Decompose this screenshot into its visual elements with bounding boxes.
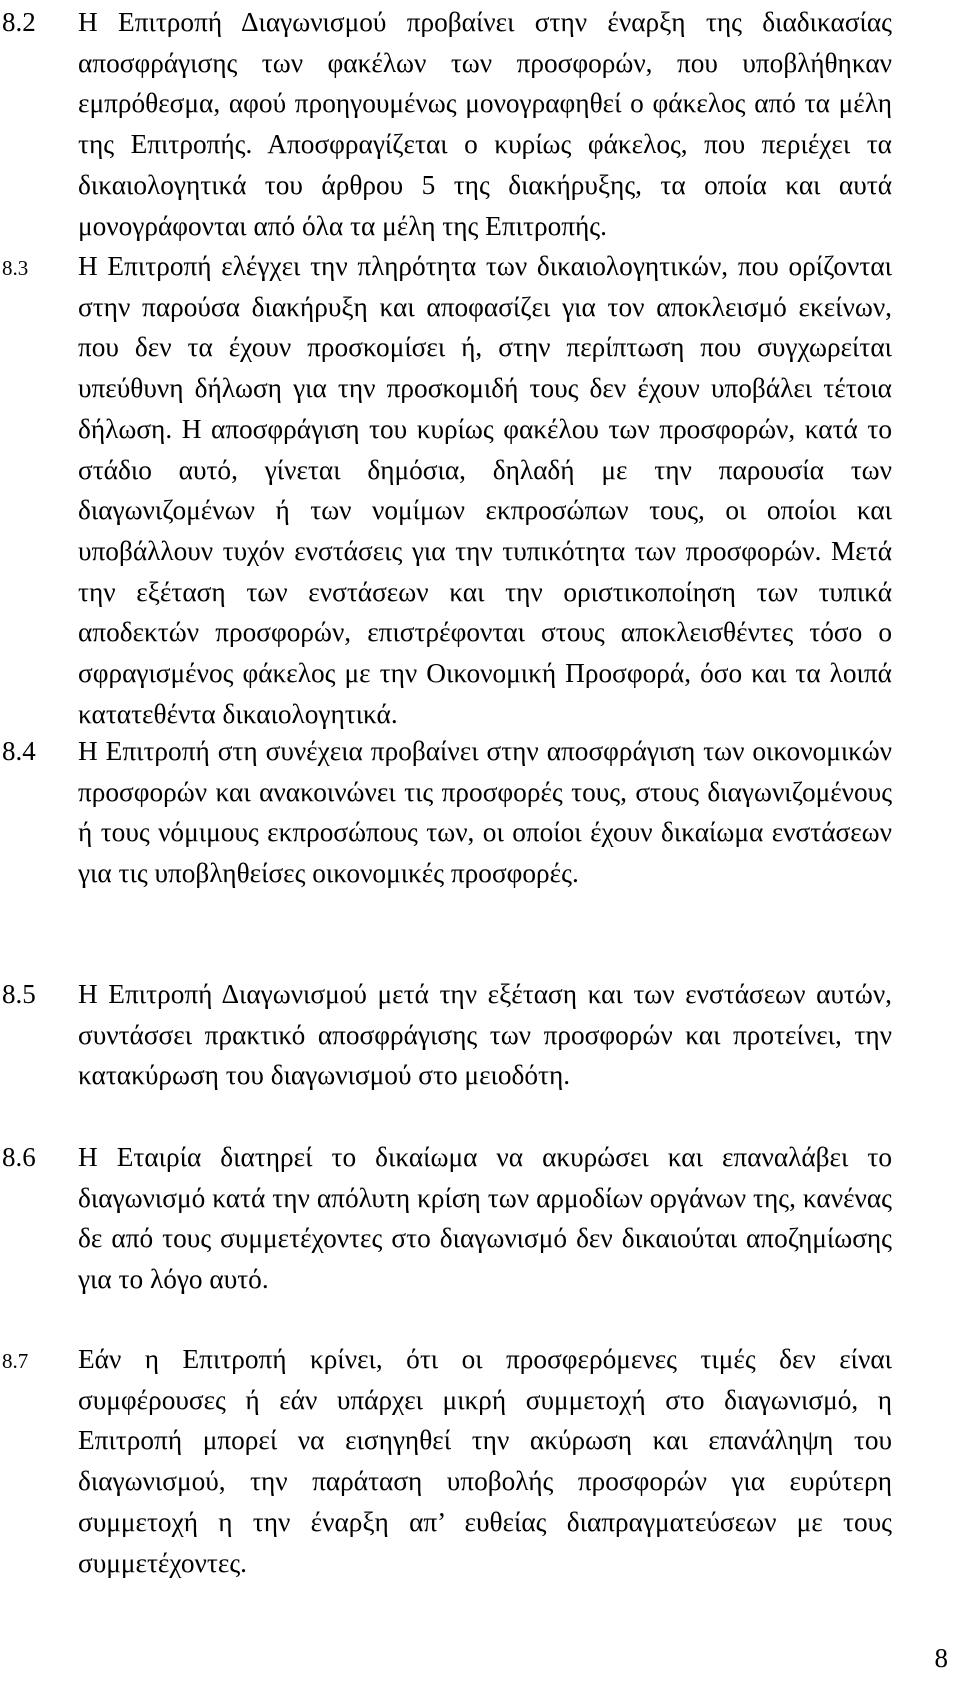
page-number: 8	[934, 1643, 948, 1673]
clause-number: 8.5	[2, 979, 36, 1009]
clause-text: Η Επιτροπή Διαγωνισμού προβαίνει στην έναρξη της διαδικασίας αποσφράγισης των φακέλων των προσφορών, που υποβλήθηκαν εμπρόθεσμα, αφού προηγουμένως μονογραφηθεί ο φάκελος από τα μέλη της Επιτροπής. Αποσφραγίζεται ο κυρίως φάκελος, που περιέχει τα δικαιολογητικά του άρθρου 5 της διακήρυξης, τα οποία και αυτά μονογράφονται από όλα τα μέλη της Επιτροπής.	[78, 7, 892, 241]
clause-number: 8.2	[2, 7, 36, 37]
clause-text: Η Επιτροπή στη συνέχεια προβαίνει στην αποσφράγιση των οικονομικών προσφορών και ανακοινώνει τις προσφορές τους, στους διαγωνιζομένους ή τους νόμιμους εκπροσώπους των, οι οποίοι έχουν δικαίωμα ενστάσεων για τις υποβληθείσες οικονομικές προσφορές.	[78, 736, 892, 889]
clause-text: Η Επιτροπή ελέγχει την πληρότητα των δικαιολογητικών, που ορίζονται στην παρούσα διακήρυξη και αποφασίζει για τον αποκλεισμό εκείνων, που δεν τα έχουν προσκομίσει ή, στην περίπτωση που συγχωρείται υπεύθυνη δήλωση για την προσκομιδή τους δεν έχουν υποβάλει τέτοια δήλωση. Η αποσφράγιση του κυρίως φακέλου των προσφορών, κατά το στάδιο αυτό, γίνεται δημόσια, δηλαδή με την παρουσία των διαγωνιζομένων ή των νομίμων εκπροσώπων τους, οι οποίοι και υποβάλλουν τυχόν ενστάσεις για την τυπικότητα των προσφορών. Μετά την εξέταση των ενστάσεων και την οριστικοποίηση των τυπικά αποδεκτών προσφορών, επιστρέφονται στους αποκλεισθέντες τόσο ο σφραγισμένος φάκελος με την Οικονομική Προσφορά, όσο και τα λοιπά κατατεθέντα δικαιολογητικά.	[78, 251, 892, 729]
clause-text: Εάν η Επιτροπή κρίνει, ότι οι προσφερόμενες τιμές δεν είναι συμφέρουσες ή εάν υπάρχει μικρή συμμετοχή στο διαγωνισμό, η Επιτροπή μπορεί να εισηγηθεί την ακύρωση και επανάληψη του διαγωνισμού, την παράταση υποβολής προσφορών για ευρύτερη συμμετοχή η την έναρξη απ’ ευθείας διαπραγματεύσεων με τους συμμετέχοντες.	[78, 1344, 892, 1578]
clause-text: Η Εταιρία διατηρεί το δικαίωμα να ακυρώσει και επαναλάβει το διαγωνισμό κατά την απόλυτη κρίση των αρμοδίων οργάνων της, κανένας δε από τους συμμετέχοντες στο διαγωνισμό δεν δικαιούται αποζημίωσης για το λόγο αυτό.	[78, 1142, 892, 1295]
clause-number: 8.7	[2, 1349, 29, 1373]
clause-number: 8.4	[2, 736, 36, 766]
clause-number: 8.6	[2, 1142, 36, 1172]
clause-number: 8.3	[2, 256, 29, 280]
clause-text: Η Επιτροπή Διαγωνισμού μετά την εξέταση και των ενστάσεων αυτών, συντάσσει πρακτικό αποσφράγισης των προσφορών και προτείνει, την κατακύρωση του διαγωνισμού στο μειοδότη.	[78, 979, 892, 1091]
